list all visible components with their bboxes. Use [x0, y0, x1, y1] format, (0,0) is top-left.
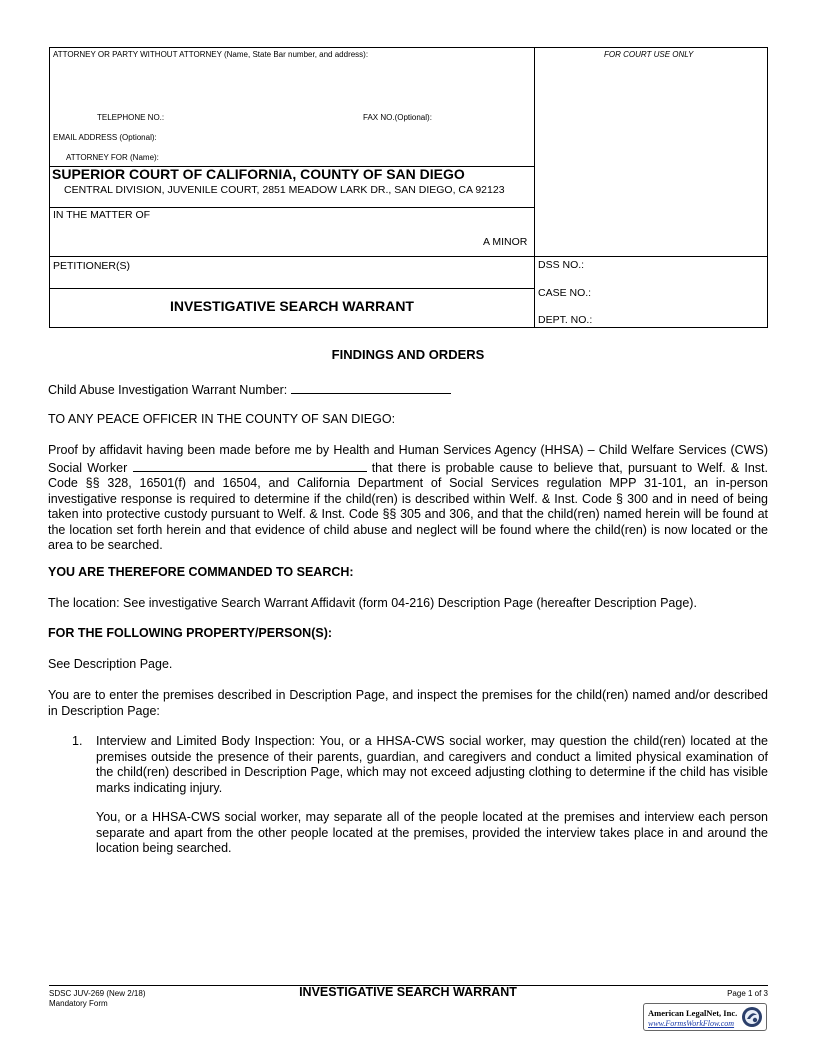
footer-page: Page 1 of 3: [727, 989, 768, 998]
dept-no-label: DEPT. NO.:: [538, 314, 593, 326]
attorney-for-label: ATTORNEY FOR (Name):: [66, 153, 159, 162]
globe-icon: [741, 1006, 763, 1028]
warrant-number-field[interactable]: [291, 381, 451, 394]
warrant-number-label: Child Abuse Investigation Warrant Number:: [48, 383, 288, 397]
petitioners-label: PETITIONER(S): [53, 260, 131, 272]
footer-form-id: SDSC JUV-269 (New 2/18): [49, 989, 146, 998]
proof-paragraph: [48, 443, 768, 554]
form-title: INVESTIGATIVE SEARCH WARRANT: [170, 298, 414, 314]
divider-title: [49, 288, 535, 289]
a-minor: A MINOR: [483, 236, 528, 248]
in-the-matter-of: IN THE MATTER OF: [53, 209, 151, 221]
item1-text-2: You, or a HHSA-CWS social worker, may separate all of the people located at the premises and interview each person separate and apart from the other people located at the premises, provided the interview takes place in and around the location being searched.: [96, 810, 768, 855]
fax-label: FAX NO.(Optional):: [363, 113, 432, 122]
item1-number: 1.: [72, 734, 83, 748]
commanded-heading: YOU ARE THEREFORE COMMANDED TO SEARCH:: [48, 565, 354, 579]
dss-no-label: DSS NO.:: [538, 259, 585, 271]
to-officer: TO ANY PEACE OFFICER IN THE COUNTY OF SAN DIEGO:: [48, 412, 396, 426]
footer-title: INVESTIGATIVE SEARCH WARRANT: [299, 985, 517, 999]
location-text: The location: See investigative Search Warrant Affidavit (form 04-216) Description Page (hereafter Description Page).: [48, 596, 697, 610]
proof-part1: Proof by affidavit having been made before me by Health and Human Services Agency (HHSA) – Child Welfare Services (CWS) Social Worker: [48, 443, 768, 475]
proof-part2: that there is probable cause to believe that, pursuant to Welf. & Inst. Code §§ 328, 16501(f) and 16504, and California Department of Social Services regulation MPP 31-101, an in-person investigative response is required to determine if the child(ren) is described within Welf. & Inst. Code § 300 and in need of being taken into protective custody pursuant to Welf. & Inst. Code §§ 305 and 306, and that the child(ren) named herein will be found at the location set forth herein and that evidence of child abuse and neglect will be found where the child(ren) is now located or the area to be searched.: [48, 460, 768, 552]
enter-premises: You are to enter the premises described in Description Page, and inspect the premises for the child(ren) named and/or described in Description Page:: [48, 688, 768, 718]
section-title: FINDINGS AND ORDERS: [331, 347, 485, 362]
social-worker-field[interactable]: [133, 459, 367, 472]
footer-mandatory: Mandatory Form: [49, 999, 108, 1008]
email-label: EMAIL ADDRESS (Optional):: [53, 133, 157, 142]
attorney-caption: ATTORNEY OR PARTY WITHOUT ATTORNEY (Name, State Bar number, and address):: [53, 50, 369, 59]
caption-column-divider: [534, 47, 535, 328]
court-name: SUPERIOR COURT OF CALIFORNIA, COUNTY OF SAN DIEGO: [52, 166, 465, 182]
property-heading: FOR THE FOLLOWING PROPERTY/PERSON(S):: [48, 626, 333, 640]
item1-text: Interview and Limited Body Inspection: You, or a HHSA-CWS social worker, may question the child(ren) located at the premises outside the presence of their parents, guardian, and caregivers and conduct a limited physical examination of the child(ren) described in Description Page, which may not exceed adjusting clothing to determine if the child has visible marks indicating injury.: [96, 734, 768, 795]
divider-petitioner: [49, 256, 768, 257]
court-address: CENTRAL DIVISION, JUVENILE COURT, 2851 MEADOW LARK DR., SAN DIEGO, CA 92123: [64, 184, 505, 196]
divider-matter: [49, 207, 535, 208]
telephone-label: TELEPHONE NO.:: [97, 113, 165, 122]
publisher-name: American LegalNet, Inc.: [648, 1008, 738, 1018]
case-no-label: CASE NO.:: [538, 287, 592, 299]
court-use-caption: FOR COURT USE ONLY: [604, 50, 694, 59]
warrant-number-row: [48, 381, 451, 399]
see-description: See Description Page.: [48, 657, 173, 671]
publisher-url[interactable]: www.FormsWorkFlow.com: [648, 1019, 735, 1028]
publisher-logo[interactable]: [643, 1003, 767, 1031]
